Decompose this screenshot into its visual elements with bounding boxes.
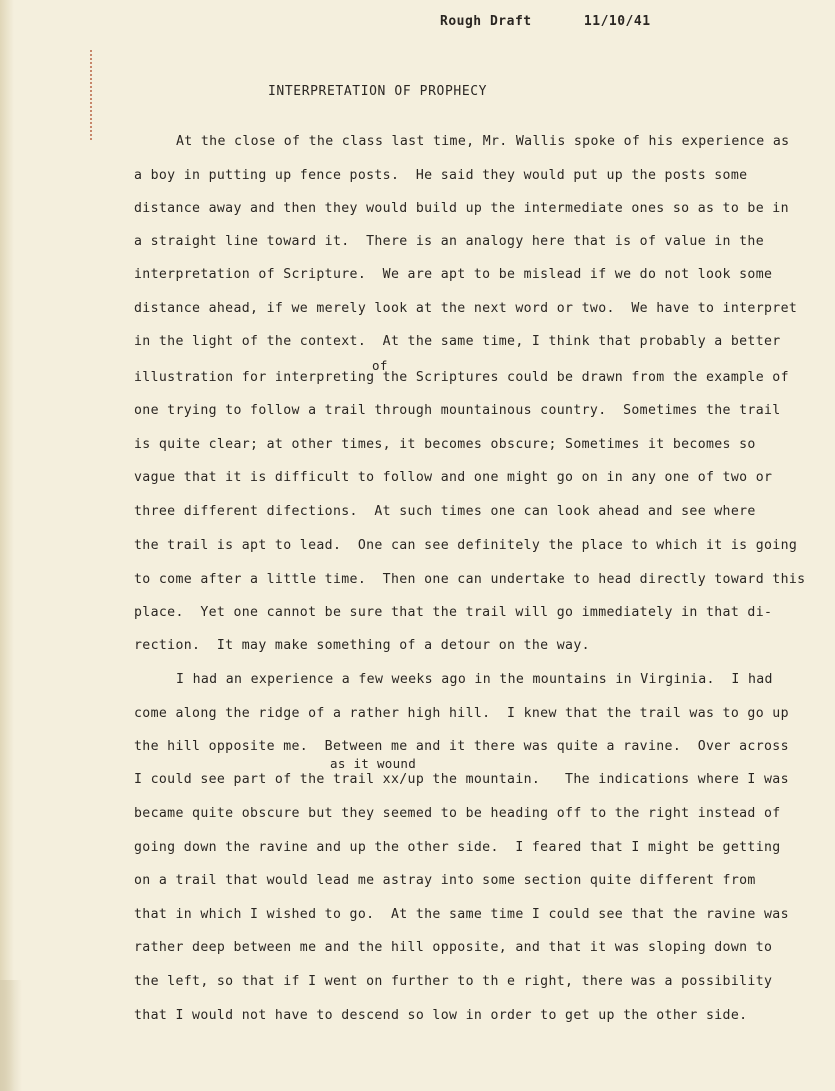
handwritten-insertion-of: of xyxy=(372,358,388,373)
text-line: three different difections. At such times one can look ahead and see where xyxy=(134,504,756,519)
paper-fold-shadow xyxy=(0,980,22,1091)
text-line: illustration for interpreting the Scriptures could be drawn from the example of xyxy=(134,370,789,385)
text-line: one trying to follow a trail through mountainous country. Sometimes the trail xyxy=(134,403,781,418)
text-line: distance away and then they would build up the intermediate ones so as to be in xyxy=(134,201,789,216)
text-line: the trail is apt to lead. One can see definitely the place to which it is going xyxy=(134,538,798,553)
text-line: that in which I wished to go. At the same time I could see that the ravine was xyxy=(134,907,789,922)
text-line: on a trail that would lead me astray into some section quite different from xyxy=(134,873,756,888)
text-line: vague that it is difficult to follow and one might go on in any one of two or xyxy=(134,470,773,485)
text-line: going down the ravine and up the other side. I feared that I might be getting xyxy=(134,840,781,855)
margin-marks xyxy=(90,50,98,140)
text-line: in the light of the context. At the same time, I think that probably a better xyxy=(134,334,781,349)
text-line: rection. It may make something of a detour on the way. xyxy=(134,638,590,653)
text-line: a straight line toward it. There is an analogy here that is of value in the xyxy=(134,234,765,249)
document-title: INTERPRETATION OF PROPHECY xyxy=(268,84,488,99)
text-line: the hill opposite me. Between me and it there was quite a ravine. Over across xyxy=(134,739,789,754)
text-line: I had an experience a few weeks ago in the mountains in Virginia. I had xyxy=(176,672,773,687)
text-line: the left, so that if I went on further to th e right, there was a possibility xyxy=(134,974,773,989)
text-line: to come after a little time. Then one can undertake to head directly toward this xyxy=(134,572,806,587)
text-line: a boy in putting up fence posts. He said they would put up the posts some xyxy=(134,168,748,183)
text-line: became quite obscure but they seemed to be heading off to the right instead of xyxy=(134,806,781,821)
text-line: is quite clear; at other times, it becomes obscure; Sometimes it becomes so xyxy=(134,437,756,452)
text-line: I could see part of the trail xx/up the mountain. The indications where I was xyxy=(134,772,789,787)
text-line: distance ahead, if we merely look at the next word or two. We have to interpret xyxy=(134,301,798,316)
text-line: that I would not have to descend so low in order to get up the other side. xyxy=(134,1008,748,1023)
draft-date: 11/10/41 xyxy=(583,14,651,29)
paper-left-edge xyxy=(0,0,14,1091)
typed-insertion-as-it-wound: as it wound xyxy=(330,756,417,771)
text-line: rather deep between me and the hill opposite, and that it was sloping down to xyxy=(134,940,773,955)
text-line: place. Yet one cannot be sure that the trail will go immediately in that di- xyxy=(134,605,773,620)
page-header xyxy=(440,14,651,29)
draft-label: Rough Draft xyxy=(440,14,532,29)
text-line: interpretation of Scripture. We are apt to be mislead if we do not look some xyxy=(134,267,773,282)
text-line: come along the ridge of a rather high hill. I knew that the trail was to go up xyxy=(134,706,789,721)
text-line: At the close of the class last time, Mr. Wallis spoke of his experience as xyxy=(176,134,790,149)
